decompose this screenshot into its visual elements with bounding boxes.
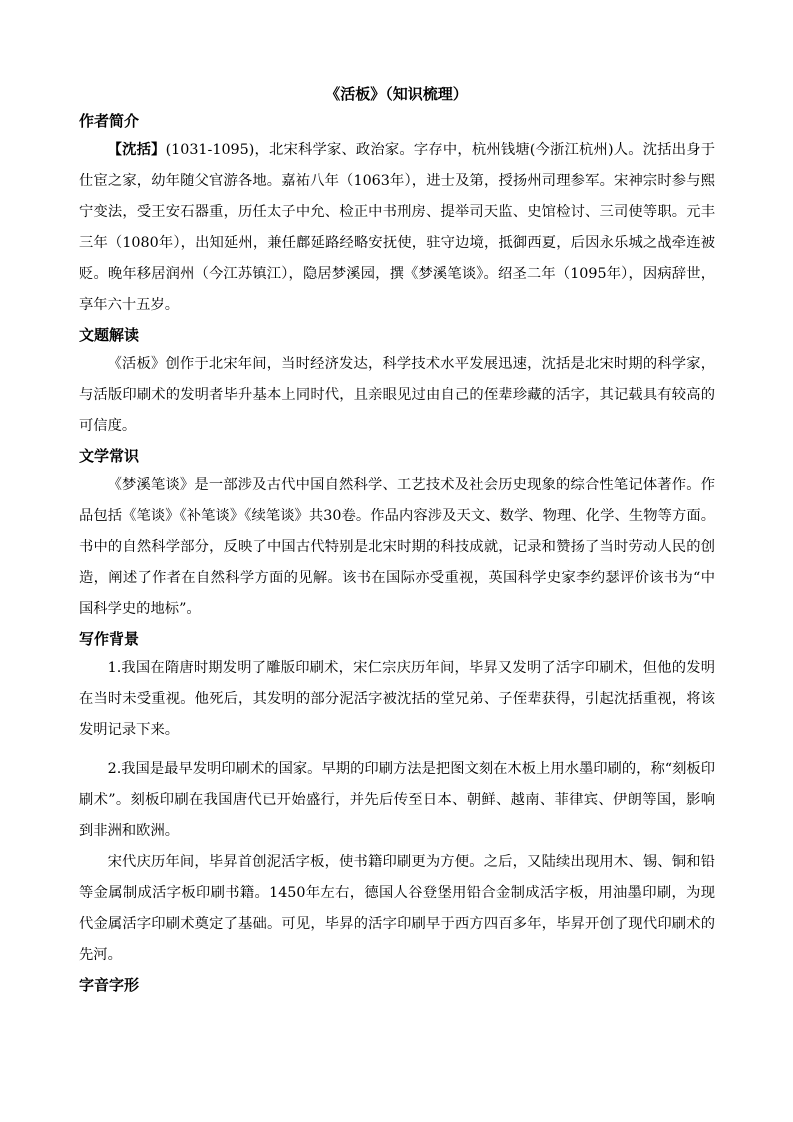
author-text: (1031-1095)，北宋科学家、政治家。字存中，杭州钱塘(今浙江杭州)人。沈括出身于仕宦之家，幼年随父官游各地。嘉祐八年（1063年），进士及第，授扬州司理参军。宋神宗时参与熙宁变法，受王安石器重，历任太子中允、检正中书刑房、提举司天监、史馆检讨、三司使等职。元丰三年（1080年），出知延州，兼任鄜延路经略安抚使，驻守边境，抵御西夏，后因永乐城之战牵连被贬。晚年移居润州（今江苏镇江），隐居梦溪园，撰《梦溪笔谈》。绍圣二年（1095年），因病辞世，享年六十五岁。 xyxy=(79,142,715,313)
background-paragraph-1: 1.我国在隋唐时期发明了雕版印刷术，宋仁宗庆历年间，毕昇又发明了活字印刷术，但他的发明在当时未受重视。他死后，其发明的部分泥活字被沈括的堂兄弟、子侄辈获得，引起沈括重视，将该发明记录下来。 xyxy=(79,660,715,738)
section-heading-literature: 文学常识 xyxy=(79,447,140,465)
section-pronunciation xyxy=(79,974,715,996)
section-author xyxy=(79,110,715,321)
section-background xyxy=(79,628,715,971)
interpretation-paragraph: 《活板》创作于北宋年间，当时经济发达，科学技术水平发展迅速，沈括是北宋时期的科学家，与活版印刷术的发明者毕升基本上同时代，且亲眼见过由自己的侄辈珍藏的活字，其记载具有较高的可信度。 xyxy=(79,356,715,434)
section-literature xyxy=(79,445,715,625)
background-paragraph-2: 2.我国是最早发明印刷术的国家。早期的印刷方法是把图文刻在木板上用水墨印刷的，称“刻板印刷术”。刻板印刷在我国唐代已开始盛行，并先后传至日本、朝鲜、越南、菲律宾、伊朗等国，影响到非洲和欧洲。 xyxy=(79,761,715,839)
section-heading-background: 写作背景 xyxy=(79,630,140,648)
section-heading-pronunciation: 字音字形 xyxy=(79,976,140,994)
author-name-tag: 【沈括】 xyxy=(107,142,166,158)
literature-paragraph: 《梦溪笔谈》是一部涉及古代中国自然科学、工艺技术及社会历史现象的综合性笔记体著作。作品包括《笔谈》《补笔谈》《续笔谈》共30卷。作品内容涉及天文、数学、物理、化学、生物等方面。书中的自然科学部分，反映了中国古代特别是北宋时期的科技成就，记录和赞扬了当时劳动人民的创造，阐述了作者在自然科学方面的见解。该书在国际亦受重视，英国科学史家李约瑟评价该书为“中国科学史的地标”。 xyxy=(79,477,715,617)
section-interpretation xyxy=(79,324,715,442)
document-body xyxy=(79,110,715,999)
author-paragraph xyxy=(79,135,715,321)
section-heading-author: 作者简介 xyxy=(79,112,140,130)
section-heading-interpretation: 文题解读 xyxy=(79,326,140,344)
page-title: 《活板》（知识梳理） xyxy=(325,85,468,103)
background-paragraph-3: 宋代庆历年间，毕昇首创泥活字板，使书籍印刷更为方便。之后，又陆续出现用木、锡、铜和铅等金属制成活字板印刷书籍。1450年左右，德国人谷登堡用铅合金制成活字板，用油墨印刷，为现代金属活字印刷术奠定了基础。可见，毕昇的活字印刷早于西方四百多年，毕昇开创了现代印刷术的先河。 xyxy=(79,854,715,963)
